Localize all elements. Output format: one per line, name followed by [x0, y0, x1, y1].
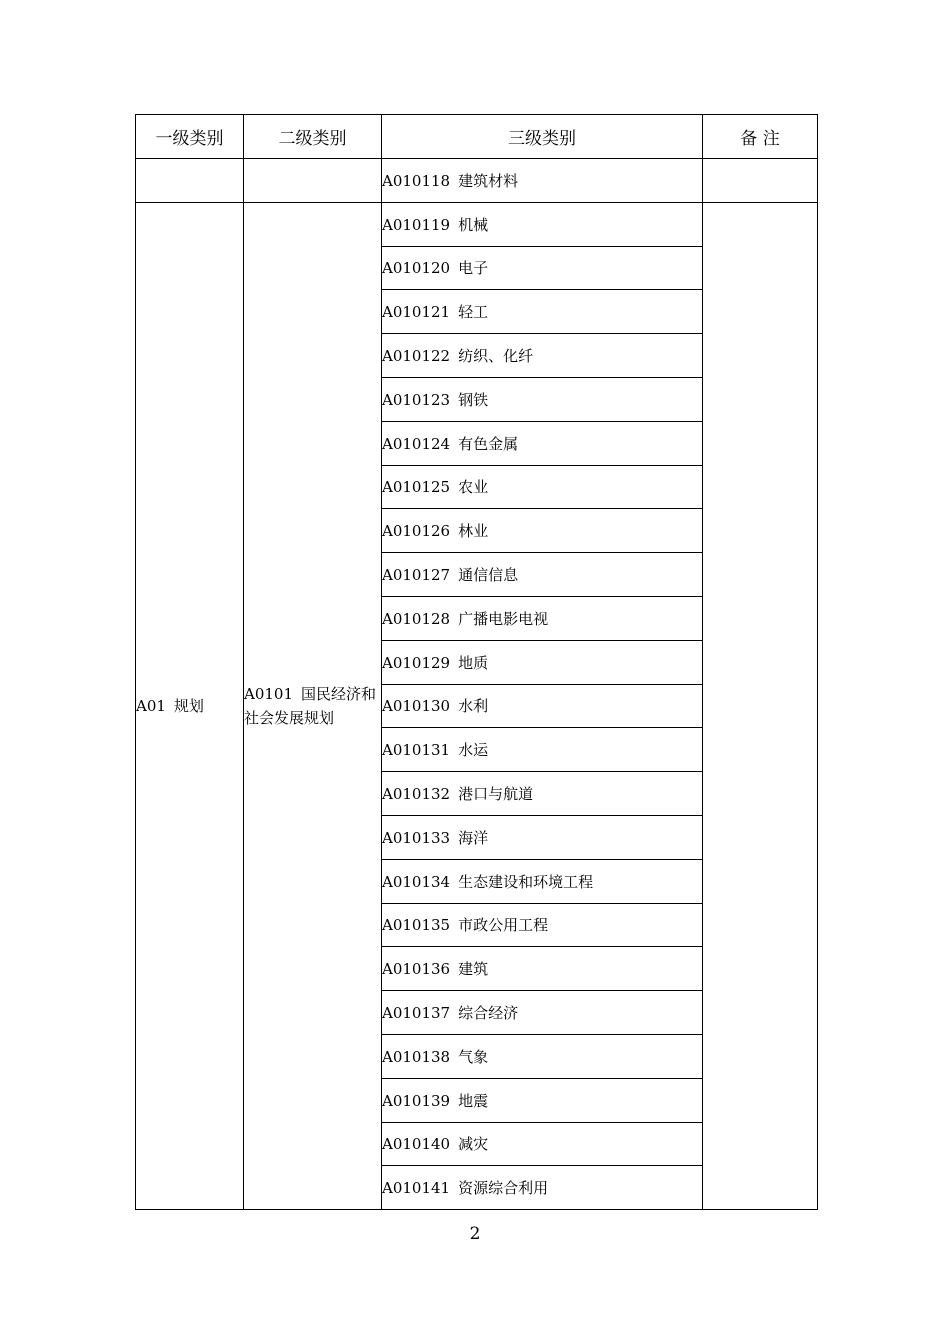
cell-level2	[244, 202, 382, 1209]
level3-name: 纺织、化纤	[458, 347, 534, 366]
cell-level1	[136, 202, 244, 1209]
cell-level3	[382, 1078, 703, 1122]
cell-level3	[382, 596, 703, 640]
level3-name: 钢铁	[458, 390, 489, 409]
level3-name: 机械	[458, 215, 489, 234]
cell-remark	[703, 159, 818, 203]
header-level3: 三级类别	[382, 115, 703, 159]
cell-level3	[382, 1166, 703, 1210]
level3-code: A010139	[382, 1091, 451, 1110]
cell-level3	[382, 290, 703, 334]
cell-remark	[703, 202, 818, 1209]
level3-name: 建筑材料	[458, 171, 519, 190]
level3-code: A010132	[382, 785, 451, 804]
header-remark: 备 注	[703, 115, 818, 159]
level3-code: A010136	[382, 960, 451, 979]
level3-name: 有色金属	[458, 434, 519, 453]
cell-level1-empty	[136, 159, 244, 203]
level3-code: A010121	[382, 303, 451, 322]
header-level2: 二级类别	[244, 115, 382, 159]
level3-code: A010126	[382, 522, 451, 541]
cell-level3	[382, 772, 703, 816]
level3-code: A010135	[382, 916, 451, 935]
level1-name: 规划	[173, 696, 204, 715]
cell-level3	[382, 640, 703, 684]
level3-code: A010127	[382, 566, 451, 585]
level3-code: A010131	[382, 741, 451, 760]
level3-code: A010120	[382, 259, 451, 278]
level3-name: 综合经济	[458, 1004, 519, 1023]
level3-name: 建筑	[458, 960, 489, 979]
level3-name: 广播电影电视	[458, 609, 549, 628]
level3-name: 水利	[458, 697, 489, 716]
level3-code: A010123	[382, 390, 451, 409]
level3-code: A010119	[382, 215, 451, 234]
level3-name: 市政公用工程	[458, 916, 549, 935]
cell-level3	[382, 377, 703, 421]
level3-name: 电子	[458, 259, 489, 278]
table-row	[136, 159, 818, 203]
level3-code: A010138	[382, 1047, 451, 1066]
table-row	[136, 202, 818, 246]
cell-level3	[382, 1122, 703, 1166]
cell-level2-empty	[244, 159, 382, 203]
level3-code: A010129	[382, 653, 451, 672]
cell-level3	[382, 246, 703, 290]
level3-name: 港口与航道	[458, 785, 534, 804]
level3-code: A010140	[382, 1135, 451, 1154]
level3-code: A010125	[382, 478, 451, 497]
cell-level3	[382, 553, 703, 597]
level3-code: A010134	[382, 872, 451, 891]
header-level1: 一级类别	[136, 115, 244, 159]
level3-code: A010118	[382, 171, 451, 190]
cell-level3	[382, 815, 703, 859]
page-number: 2	[469, 1224, 481, 1244]
cell-level3	[382, 159, 703, 203]
level3-code: A010130	[382, 697, 451, 716]
classification-table	[135, 114, 818, 1210]
cell-level3	[382, 202, 703, 246]
level3-name: 林业	[458, 522, 489, 541]
level3-name: 轻工	[458, 303, 489, 322]
level3-name: 地质	[458, 653, 489, 672]
cell-level3	[382, 728, 703, 772]
cell-level3	[382, 421, 703, 465]
cell-level3	[382, 465, 703, 509]
level2-code: A0101	[244, 684, 294, 703]
level3-name: 通信信息	[458, 566, 519, 585]
level3-name: 水运	[458, 741, 489, 760]
level1-code: A01	[136, 696, 166, 715]
cell-level3	[382, 903, 703, 947]
level3-name: 生态建设和环境工程	[458, 872, 594, 891]
header-row	[136, 115, 818, 159]
level3-name: 地震	[458, 1091, 489, 1110]
cell-level3	[382, 509, 703, 553]
cell-level3	[382, 859, 703, 903]
cell-level3	[382, 1034, 703, 1078]
level3-name: 气象	[458, 1047, 489, 1066]
cell-level3	[382, 684, 703, 728]
cell-level3	[382, 991, 703, 1035]
level2-name: 国民经济和社会发展规划	[244, 684, 377, 727]
cell-level3	[382, 947, 703, 991]
level3-code: A010137	[382, 1004, 451, 1023]
level3-code: A010141	[382, 1179, 451, 1198]
level3-name: 减灾	[458, 1135, 489, 1154]
level3-code: A010133	[382, 828, 451, 847]
level3-name: 资源综合利用	[458, 1179, 549, 1198]
level3-name: 农业	[458, 478, 489, 497]
level3-code: A010122	[382, 347, 451, 366]
level3-code: A010124	[382, 434, 451, 453]
cell-level3	[382, 334, 703, 378]
level3-name: 海洋	[458, 828, 489, 847]
level3-code: A010128	[382, 609, 451, 628]
